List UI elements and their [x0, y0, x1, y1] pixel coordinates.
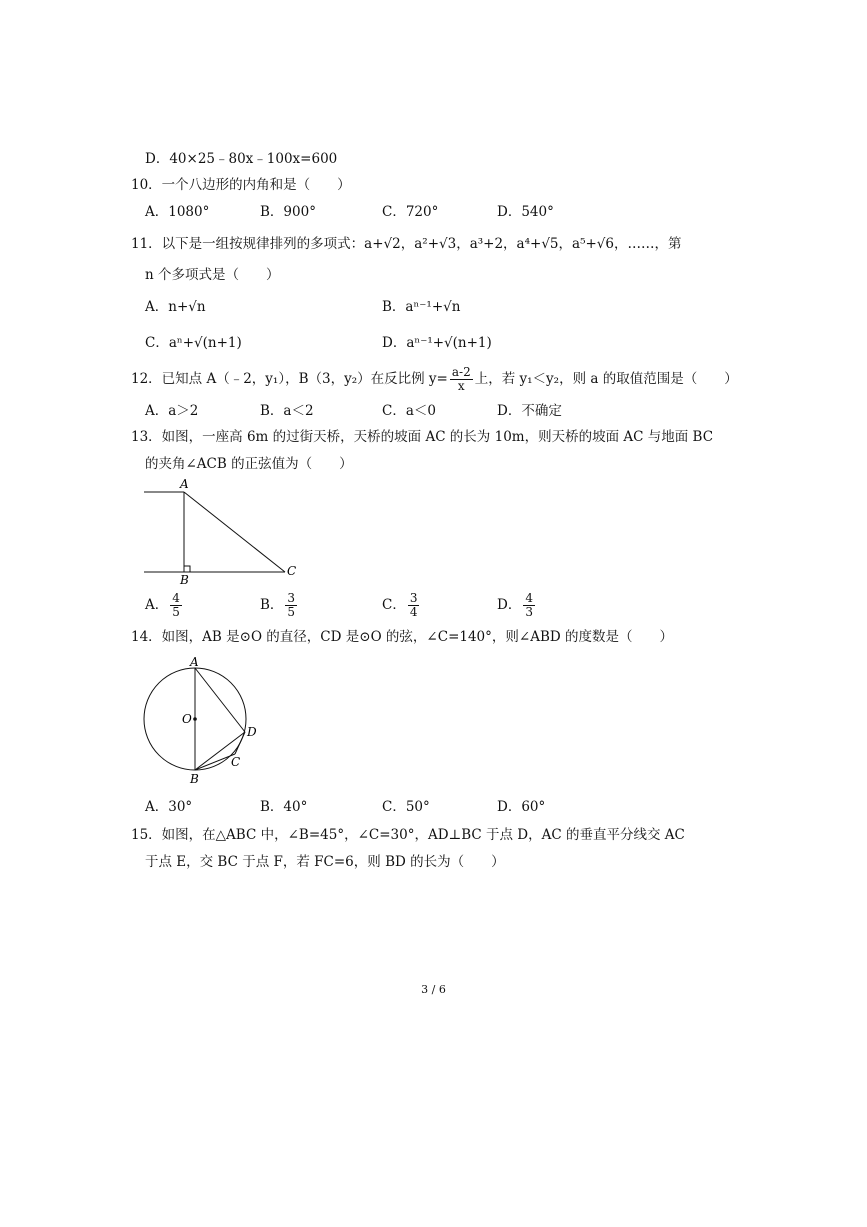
q14-label-o: O — [182, 712, 192, 726]
q10-option-c: C．720° — [382, 204, 439, 220]
q13-option-d-fraction — [523, 592, 535, 619]
q13-option-b — [260, 592, 299, 619]
q14-circle-figure — [138, 656, 268, 786]
q13-option-a-den: 5 — [172, 605, 180, 619]
q13-option-c-fraction — [408, 592, 420, 619]
q14-option-b: B．40° — [260, 799, 308, 815]
q14-option-a: A．30° — [145, 799, 193, 815]
q12-fraction-denominator: x — [457, 379, 465, 393]
q14-label-d: D — [247, 725, 257, 739]
q13-option-b-letter: B． — [260, 597, 284, 613]
q13-option-c-den: 4 — [409, 605, 418, 619]
q13-stem-line2: 的夹角∠ACB 的正弦值为（ ） — [145, 456, 353, 472]
q11-stem-line2: n 个多项式是（ ） — [145, 267, 280, 283]
q11-stem-line1: 11．以下是一组按规律排列的多项式：a+√2，a²+√3，a³+2，a⁴+√5，a⁵+√6，……，第 — [131, 236, 682, 252]
q10-stem: 10．一个八边形的内角和是（ ） — [131, 177, 351, 193]
q13-option-d — [497, 592, 537, 619]
q15-stem-line2: 于点 E，交 BC 于点 F，若 FC=6，则 BD 的长为（ ） — [145, 854, 505, 870]
q13-option-d-letter: D． — [497, 597, 522, 613]
q13-label-b: B — [180, 573, 189, 585]
q10-option-a: A．1080° — [145, 204, 210, 220]
q14-label-b: B — [190, 772, 199, 786]
q13-stem-line1: 13．如图，一座高 6m 的过街天桥，天桥的坡面 AC 的长为 10m，则天桥的坡面 AC 与地面 BC — [131, 429, 714, 445]
q14-option-c: C．50° — [382, 799, 430, 815]
q11-option-a: A．n+√n — [145, 299, 206, 315]
q11-option-b: B．aⁿ⁻¹+√n — [382, 299, 461, 315]
q13-option-a — [145, 592, 184, 619]
q12-option-b: B．a＜2 — [260, 403, 314, 419]
q13-option-c-num: 3 — [409, 591, 418, 605]
q11-option-c: C．aⁿ+√(n+1) — [145, 335, 242, 351]
q13-option-b-fraction — [285, 592, 297, 619]
q12-fraction-numerator: a-2 — [451, 365, 471, 379]
q13-label-c: C — [287, 564, 297, 578]
q13-option-c — [382, 592, 421, 619]
q10-option-b: B．900° — [260, 204, 316, 220]
page-number: 3 / 6 — [421, 983, 446, 996]
q12-fraction — [450, 366, 473, 393]
q12-stem — [131, 366, 738, 393]
q12-option-c: C．a＜0 — [382, 403, 436, 419]
q12-option-d: D．不确定 — [497, 403, 562, 419]
q12-stem-post: 上，若 y₁＜y₂，则 a 的取值范围是（ ） — [474, 371, 738, 387]
q13-option-a-num: 4 — [172, 591, 180, 605]
q13-option-c-letter: C． — [382, 597, 406, 613]
q13-option-d-den: 3 — [525, 605, 533, 619]
q13-bridge-figure — [140, 475, 320, 585]
q9-option-d: D．40×25﹣80x﹣100x=600 — [145, 151, 338, 167]
q14-stem: 14．如图，AB 是⊙O 的直径，CD 是⊙O 的弦，∠C=140°，则∠ABD 的度数是（ ） — [131, 629, 673, 645]
q13-option-b-num: 3 — [287, 591, 296, 605]
q14-label-a: A — [190, 656, 199, 669]
q15-stem-line1: 15．如图，在△ABC 中，∠B=45°，∠C=30°，AD⊥BC 于点 D，AC 的垂直平分线交 AC — [131, 827, 685, 843]
q12-option-a: A．a＞2 — [145, 403, 199, 419]
q13-option-a-fraction — [170, 592, 182, 619]
q10-option-d: D．540° — [497, 204, 554, 220]
q13-option-a-letter: A． — [145, 597, 169, 613]
q14-label-c: C — [231, 755, 241, 769]
q13-label-a: A — [180, 477, 189, 491]
q12-stem-pre: 12．已知点 A（﹣2，y₁），B（3，y₂）在反比例 y= — [131, 371, 448, 387]
q13-option-d-num: 4 — [525, 591, 533, 605]
q13-option-b-den: 5 — [287, 605, 296, 619]
q14-option-d: D．60° — [497, 799, 546, 815]
q11-option-d: D．aⁿ⁻¹+√(n+1) — [382, 335, 492, 351]
